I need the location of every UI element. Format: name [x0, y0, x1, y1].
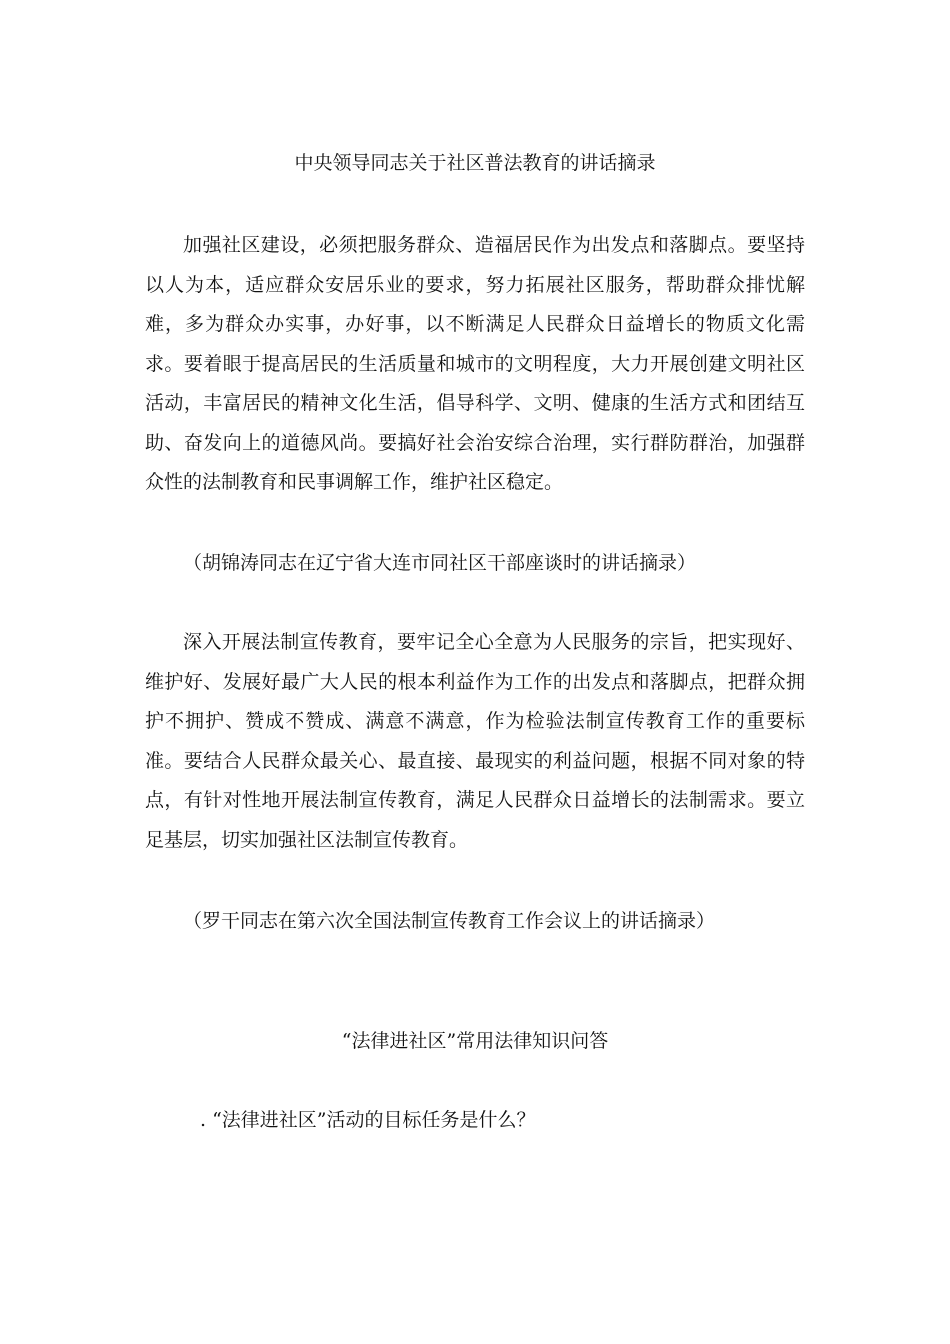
paragraph-hu-jintao-excerpt: 加强社区建设，必须把服务群众、造福居民作为出发点和落脚点。要坚持以人为本，适应群众安居乐业的要求，努力拓展社区服务，帮助群众排忧解难，多为群众办实事，办好事，以不断满足人民群众日益增长的物质文化需求。要着眼于提高居民的生活质量和城市的文明程度，大力开展创建文明社区活动，丰富居民的精神文化生活，倡导科学、文明、健康的生活方式和团结互助、奋发向上的道德风尚。要搞好社会治安综合治理，实行群防群治，加强群众性的法制教育和民事调解工作，维护社区稳定。: [145, 234, 805, 493]
paragraph-luo-gan-excerpt: 深入开展法制宣传教育，要牢记全心全意为人民服务的宗旨，把实现好、维护好、发展好最广大人民的根本利益作为工作的出发点和落脚点，把群众拥护不拥护、赞成不赞成、满意不满意，作为检验法制宣传教育工作的重要标准。要结合人民群众最关心、最直接、最现实的利益问题，根据不同对象的特点，有针对性地开展法制宣传教育，满足人民群众日益增长的法制需求。要立足基层，切实加强社区法制宣传教育。: [145, 631, 805, 851]
source-note-luo-gan: （罗干同志在第六次全国法制宣传教育工作会议上的讲话摘录）: [183, 910, 716, 932]
question-item: . “法律进社区”活动的目标任务是什么？: [200, 1109, 536, 1131]
section-title-speech-excerpts: 中央领导同志关于社区普法教育的讲话摘录: [294, 152, 656, 174]
section-title-law-qa: “法律进社区”常用法律知识问答: [341, 1030, 609, 1052]
source-note-hu-jintao: （胡锦涛同志在辽宁省大连市同社区干部座谈时的讲话摘录）: [183, 552, 697, 574]
